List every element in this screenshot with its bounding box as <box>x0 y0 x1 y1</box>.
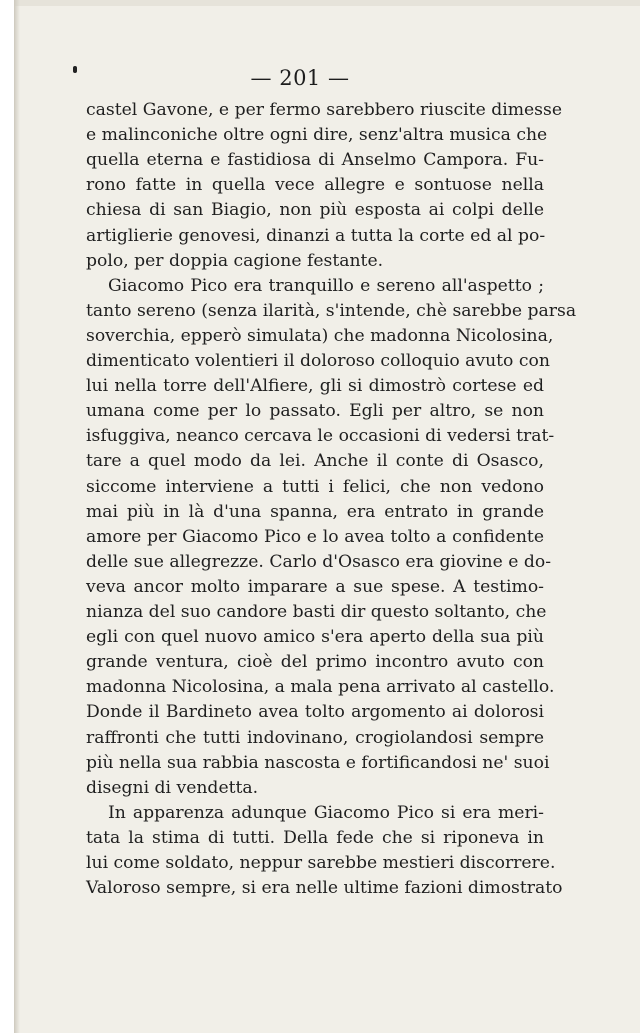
text-line: rono fatte in quella vece allegre e sontuose nella <box>86 175 544 196</box>
text-line: veva ancor molto imparare a sue spese. A testimo- <box>86 576 544 597</box>
text-line: castel Gavone, e per fermo sarebbero riuscite dimesse <box>86 100 562 120</box>
text-line: Donde il Bardineto avea tolto argomento ai dolorosi <box>86 702 544 723</box>
text-line: madonna Nicolosina, a mala pena arrivato al castello. <box>86 677 555 698</box>
text-line: tata la stima di tutti. Della fede che si riponeva in <box>86 827 544 848</box>
text-line: tare a quel modo da lei. Anche il conte di Osasco, <box>86 451 544 472</box>
text-line: e malinconiche oltre ogni dire, senz'altra musica che <box>86 125 548 146</box>
text-line: mai più in là d'una spanna, era entrato in grande <box>86 501 544 522</box>
text-line: artiglierie genovesi, dinanzi a tutta la corte ed al po- <box>86 225 546 246</box>
text-line: soverchia, epperò simulata) che madonna Nicolosina, <box>86 325 554 346</box>
text-line: disegni di vendetta. <box>86 777 259 798</box>
text-line: lui come soldato, neppur sarebbe mestieri discorrere. <box>86 853 556 873</box>
page-top-edge <box>0 0 640 6</box>
text-line: egli con quel nuovo amico s'era aperto della sua più <box>86 627 544 648</box>
text-line: siccome interviene a tutti i felici, che non vedono <box>86 476 544 497</box>
text-line: raffronti che tutti indovinano, crogiolandosi sempre <box>86 727 544 748</box>
text-line: chiesa di san Biagio, non più esposta ai colpi delle <box>86 200 544 221</box>
page-number: — 201 — <box>250 66 350 90</box>
text-line: polo, per doppia cagione festante. <box>86 250 384 271</box>
text-line: più nella sua rabbia nascosta e fortificandosi ne' suoi <box>86 752 550 773</box>
text-line: Giacomo Pico era tranquillo e sereno all'aspetto ; <box>108 275 544 296</box>
text-line: In apparenza adunque Giacomo Pico si era meri- <box>108 802 544 823</box>
binding-shadow <box>14 0 20 1033</box>
text-line: dimenticato volentieri il doloroso colloquio avuto con <box>86 351 550 371</box>
text-line: quella eterna e fastidiosa di Anselmo Campora. Fu- <box>86 150 544 171</box>
text-line: grande ventura, cioè del primo incontro avuto con <box>86 652 544 673</box>
text-line: nianza del suo candore basti dir questo soltanto, che <box>86 602 547 622</box>
text-line: amore per Giacomo Pico e lo avea tolto a confidente <box>86 526 544 547</box>
text-line: tanto sereno (senza ilarità, s'intende, chè sarebbe parsa <box>86 300 577 321</box>
text-line: Valoroso sempre, si era nelle ultime fazioni dimostrato <box>86 878 563 899</box>
text-line: delle sue allegrezze. Carlo d'Osasco era giovine e do- <box>86 551 552 572</box>
page-left-margin <box>0 0 15 1033</box>
text-line: lui nella torre dell'Alfiere, gli si dimostrò cortese ed <box>86 376 544 397</box>
text-line: umana come per lo passato. Egli per altro, se non <box>86 401 544 422</box>
text-line: isfuggiva, neanco cercava le occasioni di vedersi trat- <box>86 426 555 447</box>
